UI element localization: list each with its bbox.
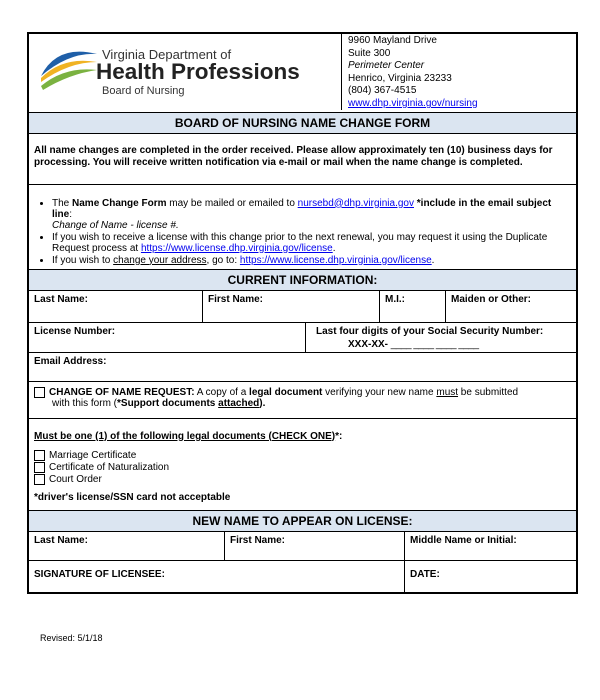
current-info-heading: CURRENT INFORMATION: — [29, 270, 576, 290]
doc-option-marriage[interactable] — [34, 450, 571, 462]
current-first-name-field[interactable]: First Name: — [203, 291, 380, 322]
processing-notice: All name changes are completed in the order received. Please allow approximately ten (10) business days for processing. You will receive written notification via e-mail or mail when the name change is completed. — [34, 144, 553, 168]
instruction-item — [52, 232, 571, 254]
ssn-mask: XXX-XX- — [348, 338, 389, 350]
text: Name Change Form — [72, 197, 167, 209]
text: . — [431, 254, 435, 266]
logo-line1: Virginia Department of — [102, 47, 232, 62]
ssn-label: Last four digits of your Social Security Number: — [316, 325, 544, 337]
email-address-field[interactable]: Email Address: — [34, 355, 107, 367]
ssn-field[interactable] — [306, 323, 576, 352]
website-link[interactable]: www.dhp.virginia.gov/nursing — [348, 97, 478, 109]
newname-heading-row — [29, 511, 576, 532]
text: If you wish to — [52, 254, 114, 266]
new-last-name-field[interactable]: Last Name: — [29, 532, 225, 560]
text: , go to: — [206, 254, 240, 266]
license-number-field[interactable]: License Number: — [29, 323, 306, 352]
address-center: Perimeter Center — [348, 60, 425, 72]
subject-line-text: Change of Name - license #. — [52, 219, 179, 231]
not-acceptable-note: *driver's license/SSN card not acceptable — [34, 491, 231, 503]
header-row — [29, 34, 576, 113]
option-label: Court Order — [49, 473, 102, 485]
text: . — [332, 242, 336, 254]
notice-row — [29, 134, 576, 185]
ssn-blanks: ____ ____ ____ ____ — [390, 338, 479, 350]
logo-line3: Board of Nursing — [102, 85, 185, 97]
middle-name-field[interactable]: Middle Name or Initial: — [410, 534, 517, 546]
text: : — [69, 208, 73, 220]
text: ). — [259, 397, 266, 409]
documents-heading: Must be one (1) of the following legal documents (CHECK ONE) — [34, 430, 336, 442]
text: change your address — [113, 254, 207, 266]
documents-row — [29, 419, 576, 511]
license-link[interactable]: https://www.license.dhp.virginia.gov/license — [140, 242, 333, 254]
address-city: Henrico, Virginia 23233 — [348, 72, 452, 84]
instructions — [29, 185, 576, 269]
instruction-item — [52, 255, 571, 266]
address-change-link[interactable]: https://www.license.dhp.virginia.gov/license — [239, 254, 432, 266]
email-row — [29, 353, 576, 382]
license-row — [29, 323, 576, 353]
doc-option-court[interactable] — [34, 474, 571, 486]
text: attached — [218, 397, 260, 409]
address-suite: Suite 300 — [348, 47, 391, 59]
change-request-checkbox[interactable] — [34, 387, 45, 398]
new-name-row — [29, 532, 576, 561]
court-order-checkbox[interactable] — [34, 474, 45, 485]
date-field[interactable]: DATE: — [410, 568, 440, 580]
marriage-checkbox[interactable] — [34, 450, 45, 461]
text: A copy of a — [194, 386, 250, 398]
option-label: Certificate of Naturalization — [49, 461, 170, 473]
new-first-name-field[interactable]: First Name: — [225, 532, 405, 560]
dhp-swoosh-icon — [39, 46, 99, 96]
text: legal document — [249, 386, 323, 398]
text: may be mailed or emailed to — [166, 197, 298, 209]
current-name-row — [29, 291, 576, 323]
name-change-request — [29, 382, 576, 418]
doc-option-naturalization[interactable] — [34, 462, 571, 474]
text: *include in the email subject line — [52, 197, 552, 220]
text: *: — [335, 430, 343, 442]
title-row — [29, 113, 576, 134]
text: with this form ( — [52, 397, 118, 409]
request-row — [29, 382, 576, 419]
signature-row — [29, 561, 576, 592]
option-label: Marriage Certificate — [49, 449, 137, 461]
text: *Support documents — [117, 397, 219, 409]
text: CHANGE OF NAME REQUEST: — [49, 386, 195, 398]
current-heading-row — [29, 270, 576, 291]
instructions-row — [29, 185, 576, 270]
address-street: 9960 Mayland Drive — [348, 35, 437, 46]
email-link[interactable]: nursebd@dhp.virginia.gov — [297, 197, 414, 209]
current-last-name-field[interactable]: Last Name: — [29, 291, 203, 322]
dhp-logo — [29, 34, 342, 110]
naturalization-checkbox[interactable] — [34, 462, 45, 473]
address-phone: (804) 367-4515 — [348, 85, 417, 97]
form-title: BOARD OF NURSING NAME CHANGE FORM — [29, 113, 576, 133]
name-change-form — [27, 32, 578, 594]
text: be submitted — [458, 386, 519, 398]
signature-field[interactable]: SIGNATURE OF LICENSEE: — [29, 561, 405, 592]
current-mi-field[interactable]: M.I.: — [380, 291, 446, 322]
revision-date: Revised: 5/1/18 — [40, 633, 103, 643]
maiden-name-field[interactable]: Maiden or Other: — [451, 293, 532, 305]
instruction-item — [52, 198, 571, 231]
legal-documents — [29, 419, 576, 510]
text: verifying your new name — [322, 386, 437, 398]
logo-line2: Health Professions — [96, 59, 300, 84]
text: The — [52, 197, 73, 209]
text: must — [436, 386, 459, 398]
address-block — [342, 34, 484, 112]
text: If you wish to receive a license with this change prior to the next renewal, you may request it using the Duplicate Request process at — [52, 231, 548, 254]
new-name-heading: NEW NAME TO APPEAR ON LICENSE: — [29, 511, 576, 531]
